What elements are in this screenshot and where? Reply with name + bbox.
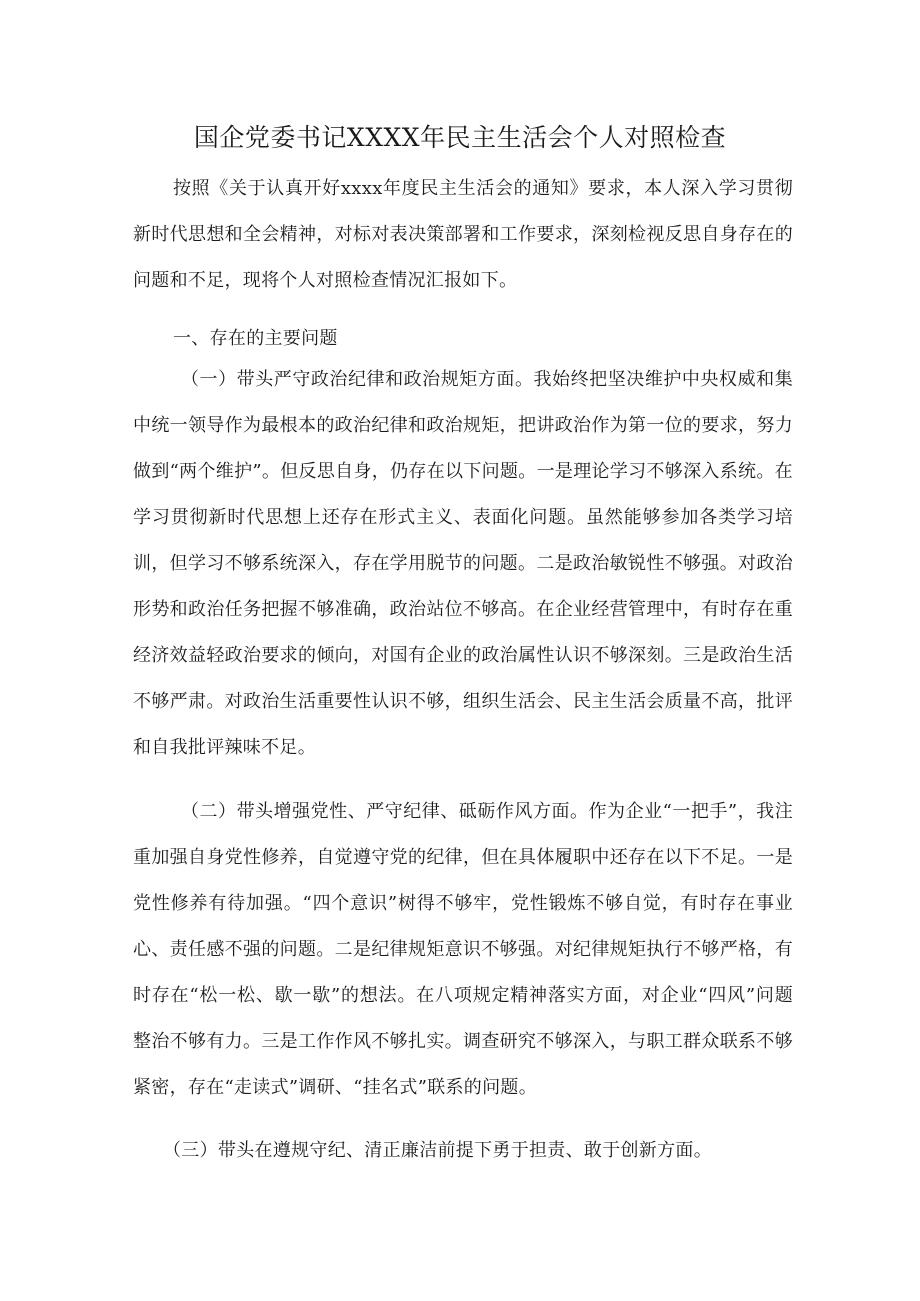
item-paragraph-3: （三）带头在遵规守纪、清正廉洁前提下勇于担责、敢于创新方面。 — [163, 1140, 712, 1161]
intro-paragraph: 按照《关于认真开好xxxx年度民主生活会的通知》要求，本人深入学习贯彻新时代思想和全会精神，对标对表决策部署和工作要求，深刻检视反思自身存在的问题和不足，现将个人对照检查情况汇报如下。 — [133, 178, 793, 291]
section-heading: 一、存在的主要问题 — [173, 328, 338, 349]
item-paragraph-2: （二）带头增强党性、严守纪律、砥砺作风方面。作为企业“一把手”，我注重加强自身党性修养，自觉遵守党的纪律，但在具体履职中还存在以下不足。一是党性修养有待加强。“四个意识”树得不够牢，党性锻炼不够自觉，有时存在事业心、责任感不强的问题。二是纪律规矩意识不够强。对纪律规矩执行不够严格，有时存在“松一松、歇一歇”的想法。在八项规定精神落实方面，对企业“四风”问题整治不够有力。三是工作作风不够扎实。调查研究不够深入，与职工群众联系不够紧密，存在“走读式”调研、“挂名式”联系的问题。 — [133, 801, 793, 1098]
document-title: 国企党委书记XXXX年民主生活会个人对照检查 — [193, 123, 727, 152]
item-paragraph-1: （一）带头严守政治纪律和政治规矩方面。我始终把坚决维护中央权威和集中统一领导作为最根本的政治纪律和政治规矩，把讲政治作为第一位的要求，努力做到“两个维护”。但反思自身，仍存在以下问题。一是理论学习不够深入系统。在学习贯彻新时代思想上还存在形式主义、表面化问题。虽然能够参加各类学习培训，但学习不够系统深入，存在学用脱节的问题。二是政治敏锐性不够强。对政治形势和政治任务把握不够准确，政治站位不够高。在企业经营管理中，有时存在重经济效益轻政治要求的倾向，对国有企业的政治属性认识不够深刻。三是政治生活不够严肃。对政治生活重要性认识不够，组织生活会、民主生活会质量不高，批评和自我批评辣味不足。 — [133, 369, 793, 758]
